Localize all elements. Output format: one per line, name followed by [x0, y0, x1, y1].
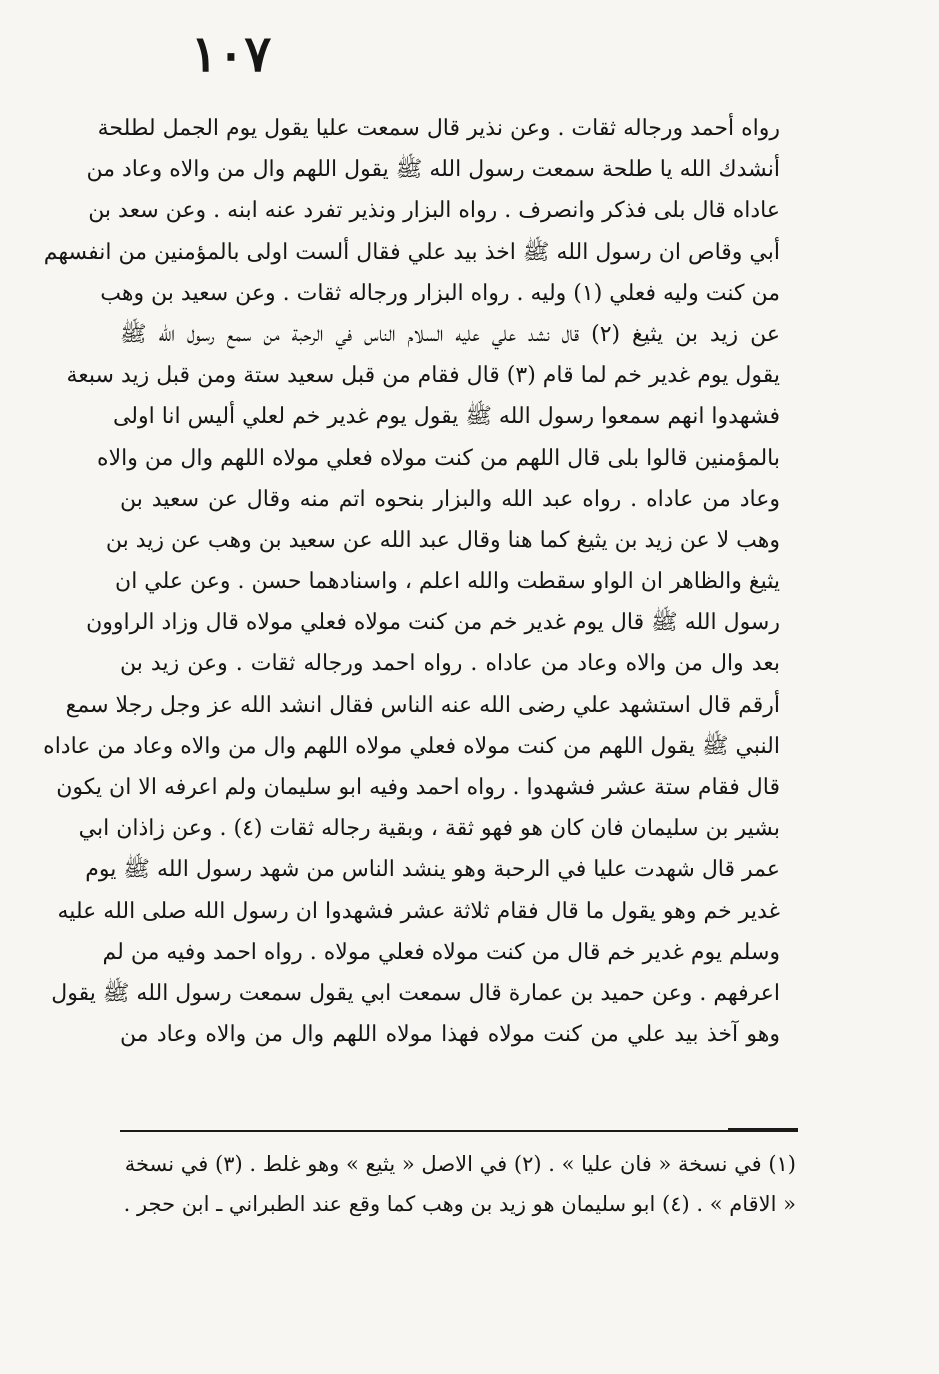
text-line: قال فقام ستة عشر فشهدوا . رواه احمد وفيه ابو سليمان ولم اعرفه الا ان يكون	[56, 775, 780, 800]
text-line: يقول يوم غدير خم لما قام (٣) قال فقام من قبل سعيد ستة ومن قبل زيد سبعة	[66, 363, 780, 389]
text-line: عاداه قال بلى فذكر وانصرف . رواه البزار ونذير تفرد عنه ابنه . وعن سعد بن	[88, 198, 780, 224]
text-line: فشهدوا انهم سمعوا رسول الله ﷺ يقول يوم غدير خم لعلي أليس انا اولى	[112, 404, 780, 430]
text-line: عن زيد بن يثيغ (٢) قال نشد علي عليه السلام الناس في الرحبة من سمع رسول الله ﷺ	[120, 321, 780, 347]
text-line: اعرفهم . وعن حميد بن عمارة قال سمعت ابي يقول سمعت رسول الله ﷺ يقول	[51, 980, 780, 1006]
text-line: من كنت وليه فعلي (١) وليه . رواه البزار ورجاله ثقات . وعن سعيد بن وهب	[100, 280, 780, 306]
text-line: يثيغ والظاهر ان الواو سقطت والله اعلم ، واسنادهما حسن . وعن علي ان	[115, 569, 780, 595]
footnote-line: « الاقام » . (٤) ابو سليمان هو زيد بن وهب كما وقع عند الطبراني ـ ابن حجر .	[123, 1192, 796, 1216]
text-line: وهب لا عن زيد بن يثيغ كما هنا وقال عبد الله عن سعيد بن وهب عن زيد بن	[105, 527, 780, 553]
text-line: وهو آخذ بيد علي من كنت مولاه فهذا مولاه اللهم وال من والاه وعاد من	[120, 1022, 780, 1048]
page-number: ١٠٧	[190, 24, 272, 83]
text-line: أبي وقاص ان رسول الله ﷺ اخذ بيد علي فقال ألست اولى بالمؤمنين من انفسهم	[43, 239, 780, 265]
text-line: النبي ﷺ يقول اللهم من كنت مولاه فعلي مولاه اللهم وال من والاه وعاد من عاداه	[43, 733, 780, 759]
text-line: رسول الله ﷺ قال يوم غدير خم من كنت مولاه فعلي مولاه قال وزاد الراوون	[86, 610, 780, 636]
text-line: أرقم قال استشهد علي رضى الله عنه الناس فقال انشد الله عز وجل رجلا سمع	[65, 692, 780, 718]
footnotes	[123, 1144, 796, 1224]
text-line: أنشدك الله يا طلحة سمعت رسول الله ﷺ يقول اللهم وال من والاه وعاد من	[86, 157, 780, 183]
text-line: عمر قال شهدت عليا في الرحبة وهو ينشد الناس من شهد رسول الله ﷺ يوم	[85, 857, 780, 883]
text-line: وعاد من عاداه . رواه عبد الله والبزار بنحوه اتم منه وقال عن سعيد بن	[120, 486, 780, 512]
main-text	[43, 108, 780, 1148]
text-line: بشير بن سليمان فان كان هو فهو ثقة ، وبقية رجاله ثقات (٤) . وعن زاذان ابي	[78, 816, 780, 842]
text-line: بالمؤمنين قالوا بلى قال اللهم من كنت مولاه فعلي مولاه اللهم وال من والاه	[97, 445, 780, 471]
text-line: رواه أحمد ورجاله ثقات . وعن نذير قال سمعت عليا يقول يوم الجمل لطلحة	[97, 116, 780, 141]
footnote-divider	[120, 1130, 798, 1132]
footnote-line: (١) في نسخة « فان عليا » . (٢) في الاصل « يثيع » وهو غلط . (٣) في نسخة	[124, 1152, 796, 1176]
footnote-divider-accent	[728, 1128, 798, 1131]
text-line: غدير خم وهو يقول ما قال فقام ثلاثة عشر فشهدوا ان رسول الله صلى الله عليه	[57, 898, 780, 924]
text-line: بعد وال من والاه وعاد من عاداه . رواه احمد ورجاله ثقات . وعن زيد بن	[120, 651, 780, 677]
text-line: وسلم يوم غدير خم قال من كنت مولاه فعلي مولاه . رواه احمد وفيه من لم	[102, 939, 780, 965]
